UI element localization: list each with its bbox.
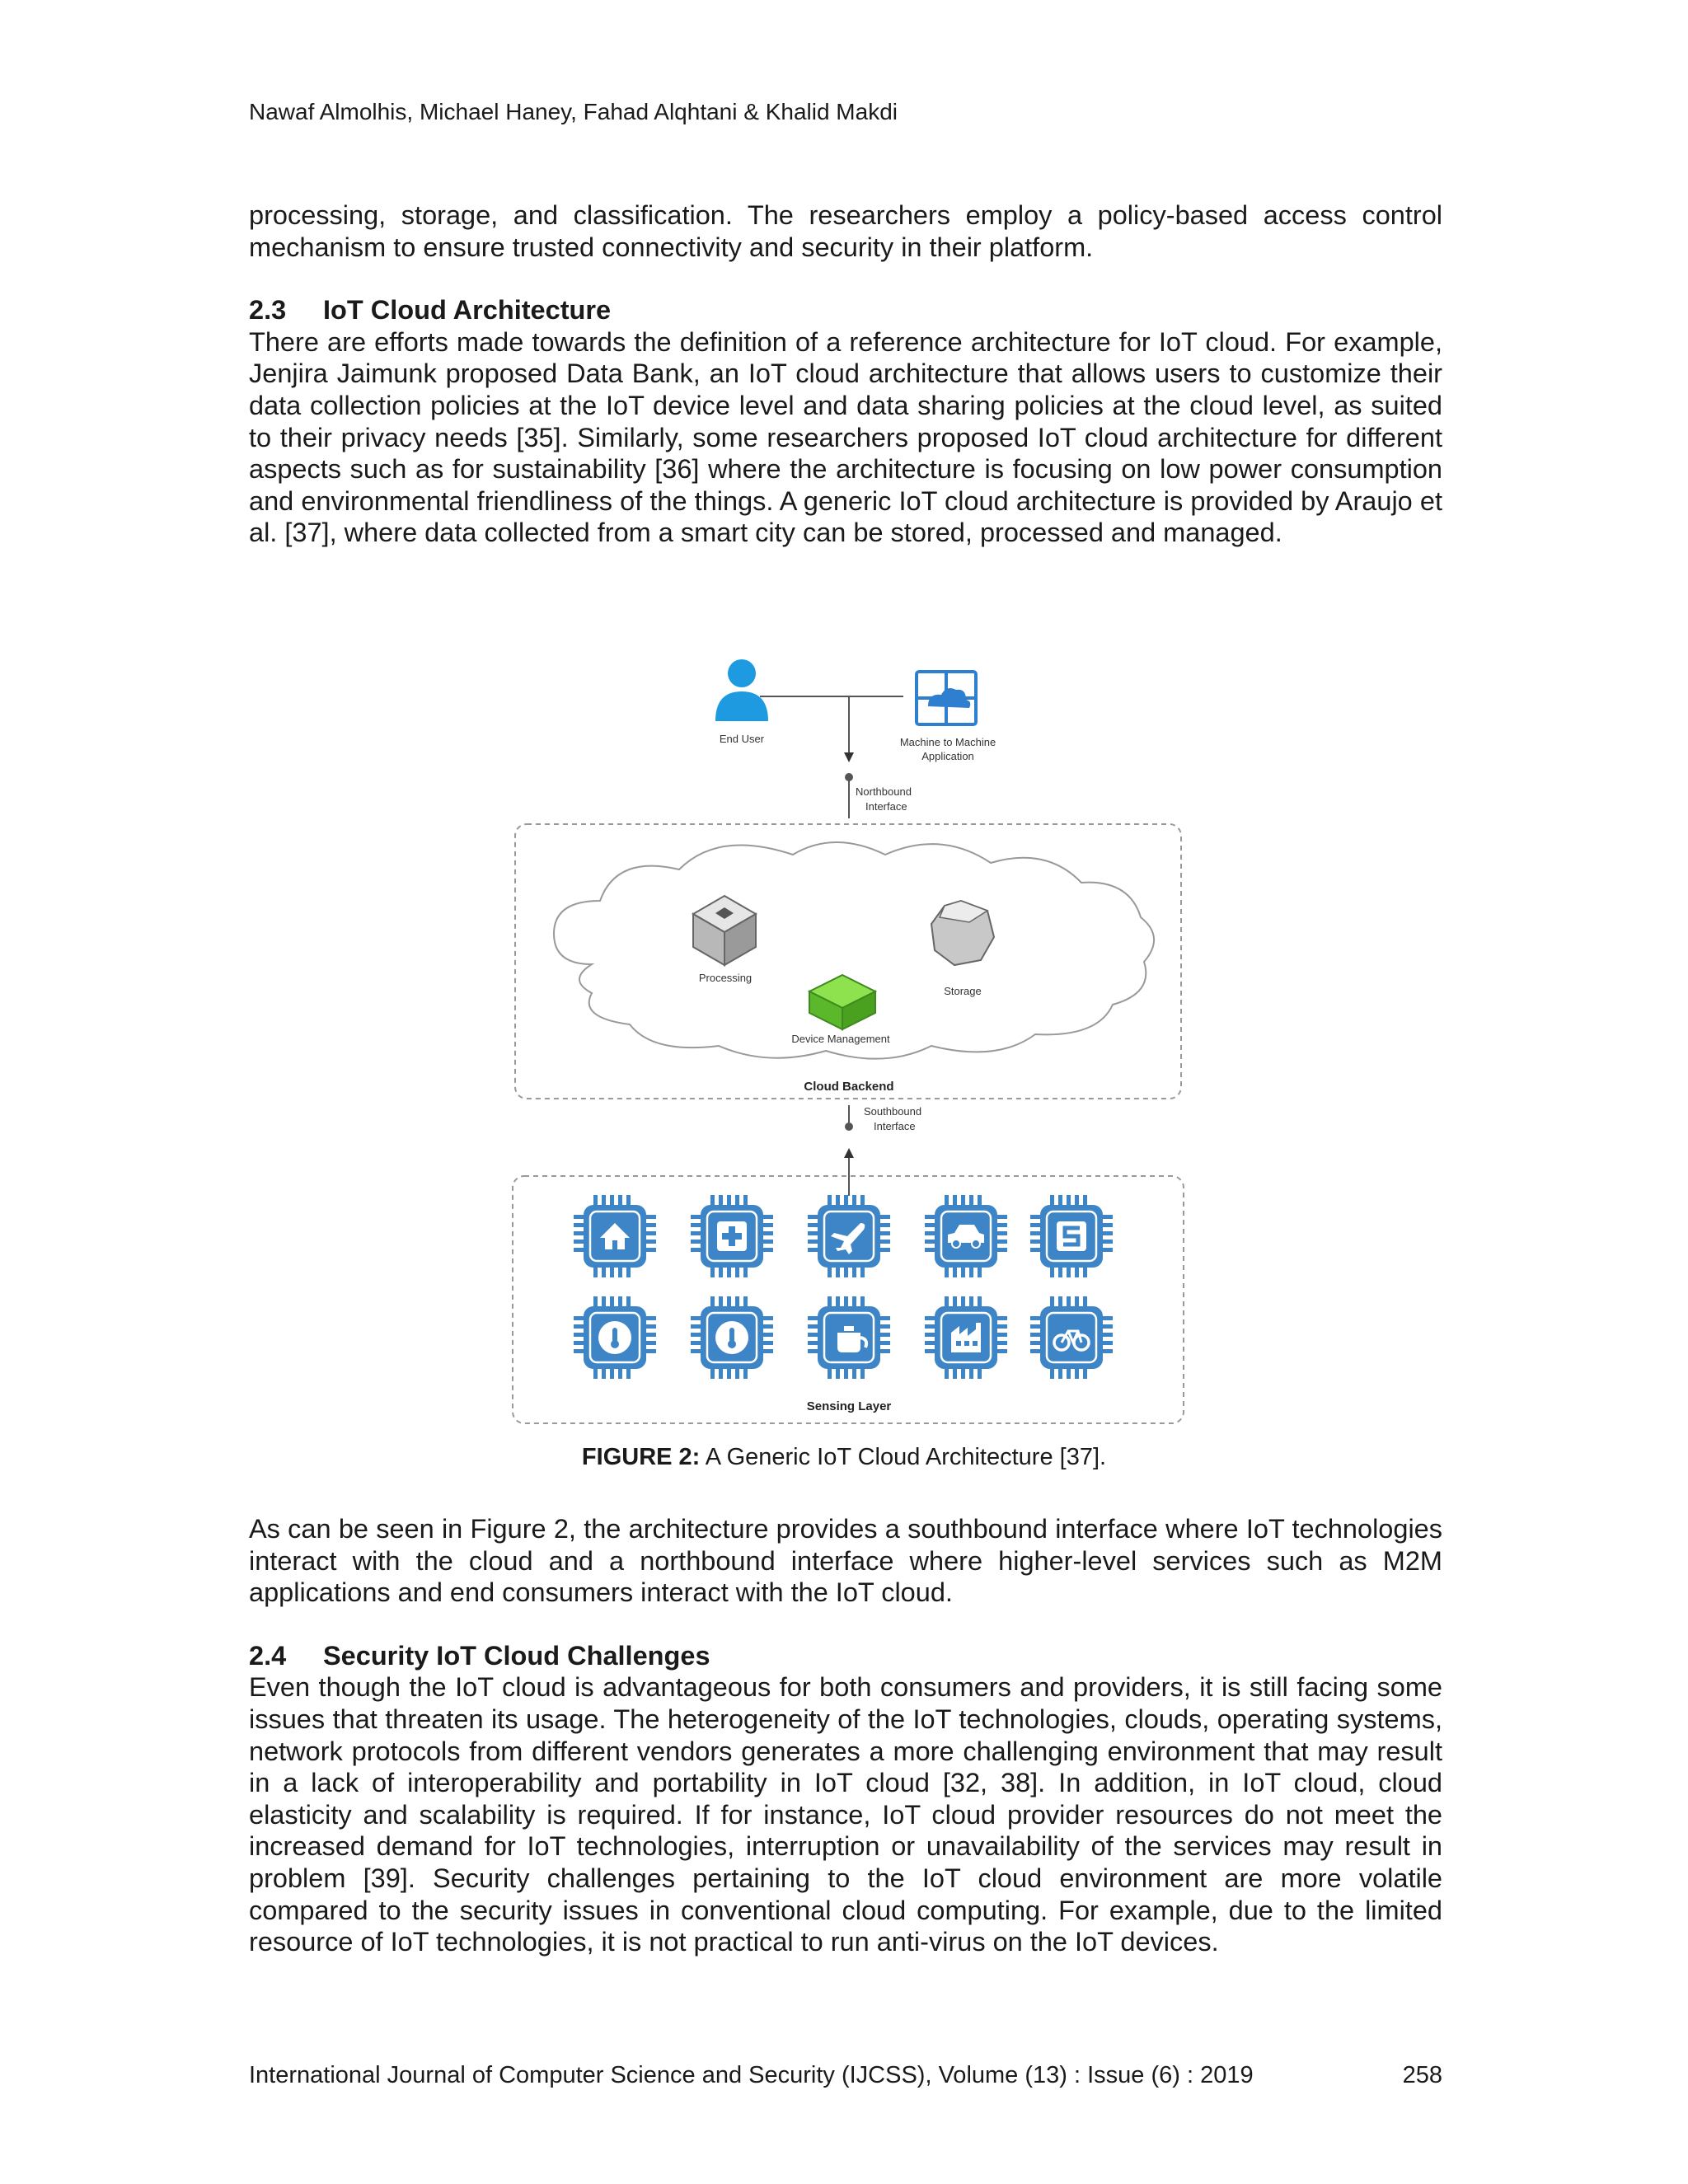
sensing-layer-label: Sensing Layer <box>806 1399 892 1413</box>
caption-label: FIGURE 2: <box>581 1444 701 1470</box>
northbound-label-line1: Northbound <box>856 785 912 798</box>
page-number: 258 <box>1402 2062 1442 2088</box>
section-number: 2.4 <box>249 1640 287 1671</box>
end-user-icon <box>715 659 768 721</box>
processing-label: Processing <box>698 972 753 984</box>
journal-citation: International Journal of Computer Science and Security (IJCSS), Volume (13) : Issue (6) : 2019 <box>249 2062 1254 2088</box>
figure-caption <box>0 1444 1688 1471</box>
paragraph-continuation: processing, storage, and classification. The researchers employ a policy-based access control mechanism to ensure trusted connectivity and security in their platform. <box>249 200 1442 262</box>
caption-text: A Generic IoT Cloud Architecture [37]. <box>700 1444 1107 1470</box>
storage-label: Storage <box>944 985 982 997</box>
paragraph-iot-architecture: There are efforts made towards the definition of a reference architecture for IoT cloud. For example, Jenjira Jaimunk proposed Data Bank, an IoT cloud architecture that allows users to customize their data collection policies at the IoT device level and data sharing policies at the cloud level, as suited to their privacy needs [35]. Similarly, some researchers proposed IoT cloud architecture for different aspects such as for sustainability [36] where the architecture is focusing on low power consumption and environmental friendliness of the things. A generic IoT cloud architecture is provided by Araujo et al. [37], where data collected from a smart city can be stored, processed and managed. <box>249 326 1442 548</box>
home-icon <box>574 1195 656 1277</box>
running-header: Nawaf Almolhis, Michael Haney, Fahad Alqhtani & Khalid Makdi <box>249 99 898 124</box>
paragraph-security-challenges: Even though the IoT cloud is advantageous for both consumers and providers, it is still facing some issues that threaten its usage. The heterogeneity of the IoT technologies, clouds, operating systems, network protocols from different vendors generates a more challenging environment that may result in a lack of interoperability and portability in IoT cloud [32, 38]. In addition, in IoT cloud, cloud elasticity and scalability is required. If for instance, IoT cloud provider resources do not meet the increased demand for IoT technologies, interruption or unavailability of the services may result in problem [39]. Security challenges pertaining to the IoT cloud environment are more volatile compared to the security issues in conventional cloud computing. For example, due to the limited resource of IoT technologies, it is not practical to run anti-virus on the IoT devices. <box>249 1672 1442 1957</box>
device-management-label: Device Management <box>791 1033 890 1045</box>
body-text-bottom <box>249 1513 1442 1958</box>
section-heading-2-4 <box>249 1640 1442 1672</box>
parking-icon <box>1030 1195 1113 1277</box>
cloud-shape <box>554 842 1154 1059</box>
thermometer-icon <box>691 1296 773 1379</box>
page-footer <box>249 2062 1442 2089</box>
southbound-label-line1: Southbound <box>864 1105 922 1118</box>
medical-icon <box>691 1195 773 1277</box>
m2m-label-line1: Machine to Machine <box>899 736 996 748</box>
airplane-icon <box>808 1195 890 1277</box>
cloud-backend-label: Cloud Backend <box>804 1080 894 1094</box>
body-text-top <box>249 199 1442 549</box>
m2m-label-line2: Application <box>921 750 974 762</box>
southbound-label-line2: Interface <box>874 1120 916 1132</box>
bicycle-icon <box>1030 1296 1113 1379</box>
paragraph-figure-discussion: As can be seen in Figure 2, the architecture provides a southbound interface where IoT technologies interact with the cloud and a northbound interface where higher-level services such as M2M applications and end consumers interact with the IoT cloud. <box>249 1514 1442 1608</box>
thermometer-icon <box>574 1296 656 1379</box>
end-user-label: End User <box>719 733 765 745</box>
northbound-label-line2: Interface <box>865 800 907 813</box>
section-title: IoT Cloud Architecture <box>323 295 612 326</box>
section-title: Security IoT Cloud Challenges <box>323 1640 710 1671</box>
car-icon <box>925 1195 1007 1277</box>
section-number: 2.3 <box>249 295 287 326</box>
architecture-diagram <box>503 639 1195 1430</box>
section-heading-2-3 <box>249 294 1442 326</box>
figure-iot-architecture <box>503 639 1195 1430</box>
teapot-icon <box>808 1296 890 1379</box>
factory-icon <box>925 1296 1007 1379</box>
